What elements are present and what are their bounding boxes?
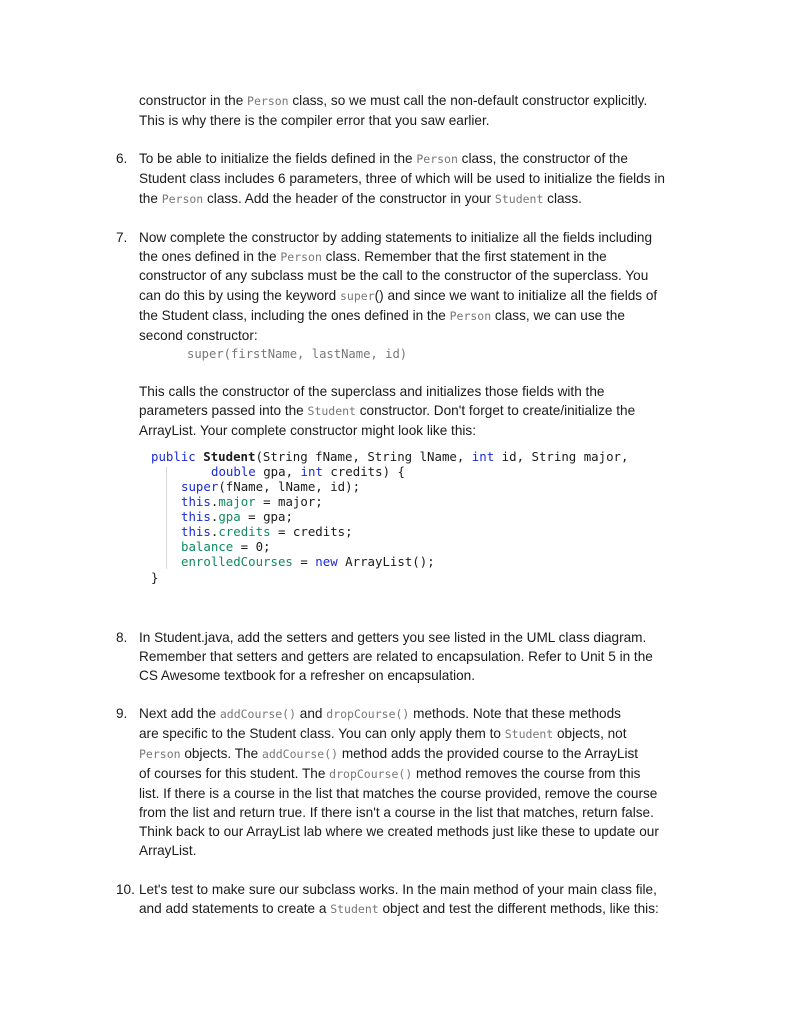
- code-line-4: this.major = major;: [181, 494, 323, 509]
- step-10-line-1: Let's test to make sure our subclass works. In the main method of your main class file,: [139, 882, 657, 897]
- step-10-line-2: and add statements to create a Student object and test the different methods, like this:: [139, 901, 659, 916]
- super-call-example: super(firstName, lastName, id): [187, 347, 408, 361]
- step-7-line-1: Now complete the constructor by adding statements to initialize all the fields including: [139, 230, 653, 245]
- intro-line-1: constructor in the Person class, so we must call the non-default constructor explicitly.: [139, 93, 648, 108]
- step-8-line-1: In Student.java, add the setters and getters you see listed in the UML class diagram.: [139, 630, 647, 645]
- step-7-para2-line-1: This calls the constructor of the superclass and initializes those fields with the: [139, 384, 605, 399]
- step-7-line-3: constructor of any subclass must be the call to the constructor of the superclass. You: [139, 268, 649, 283]
- step-9-line-1: Next add the addCourse() and dropCourse() methods. Note that these methods: [139, 706, 621, 721]
- step-9-line-3: Person objects. The addCourse() method adds the provided course to the ArrayList: [139, 746, 639, 761]
- step-7-para2-line-2: parameters passed into the Student constructor. Don't forget to create/initialize the: [139, 403, 636, 418]
- step-7-line-5: the Student class, including the ones defined in the Person class, we can use the: [139, 308, 625, 323]
- code-line-1: public Student(String fName, String lName, int id, String major,: [151, 449, 629, 464]
- step-8-line-2: Remember that setters and getters are related to encapsulation. Refer to Unit 5 in the: [139, 649, 653, 664]
- step-9-line-2: are specific to the Student class. You can only apply them to Student objects, not: [139, 726, 627, 741]
- step-7-line-2: the ones defined in the Person class. Remember that the first statement in the: [139, 249, 607, 264]
- code-line-8: enrolledCourses = new ArrayList();: [181, 554, 435, 569]
- step-9-number: 9.: [116, 706, 128, 721]
- step-8-number: 8.: [116, 630, 128, 645]
- code-line-2: double gpa, int credits) {: [211, 464, 405, 479]
- step-8-line-3: CS Awesome textbook for a refresher on encapsulation.: [139, 668, 476, 683]
- step-7-line-6: second constructor:: [139, 328, 258, 343]
- code-line-9: }: [151, 570, 159, 585]
- step-6-line-3: the Person class. Add the header of the constructor in your Student class.: [139, 191, 582, 206]
- code-line-3: super(fName, lName, id);: [181, 479, 361, 494]
- code-line-7: balance = 0;: [181, 539, 271, 554]
- step-7-number: 7.: [116, 230, 128, 245]
- intro-line-2: This is why there is the compiler error that you saw earlier.: [139, 113, 490, 128]
- step-10-number: 10.: [116, 882, 135, 897]
- step-9-line-7: Think back to our ArrayList lab where we created methods just like these to update our: [139, 824, 659, 839]
- step-9-line-6: from the list and return true. If there isn't a course in the list that matches, return false.: [139, 805, 654, 820]
- code-indent-guide: [166, 467, 167, 569]
- code-line-5: this.gpa = gpa;: [181, 509, 293, 524]
- step-6-line-2: Student class includes 6 parameters, three of which will be used to initialize the fields in: [139, 171, 665, 186]
- step-7-para2-line-3: ArrayList. Your complete constructor might look like this:: [139, 423, 476, 438]
- step-6-line-1: To be able to initialize the fields defined in the Person class, the constructor of the: [139, 151, 628, 166]
- step-6-number: 6.: [116, 151, 128, 166]
- step-9-line-8: ArrayList.: [139, 843, 197, 858]
- code-line-6: this.credits = credits;: [181, 524, 353, 539]
- step-9-line-5: list. If there is a course in the list that matches the course provided, remove the course: [139, 786, 658, 801]
- step-7-line-4: can do this by using the keyword super() and since we want to initialize all the fields of: [139, 288, 658, 303]
- step-9-line-4: of courses for this student. The dropCourse() method removes the course from this: [139, 766, 641, 781]
